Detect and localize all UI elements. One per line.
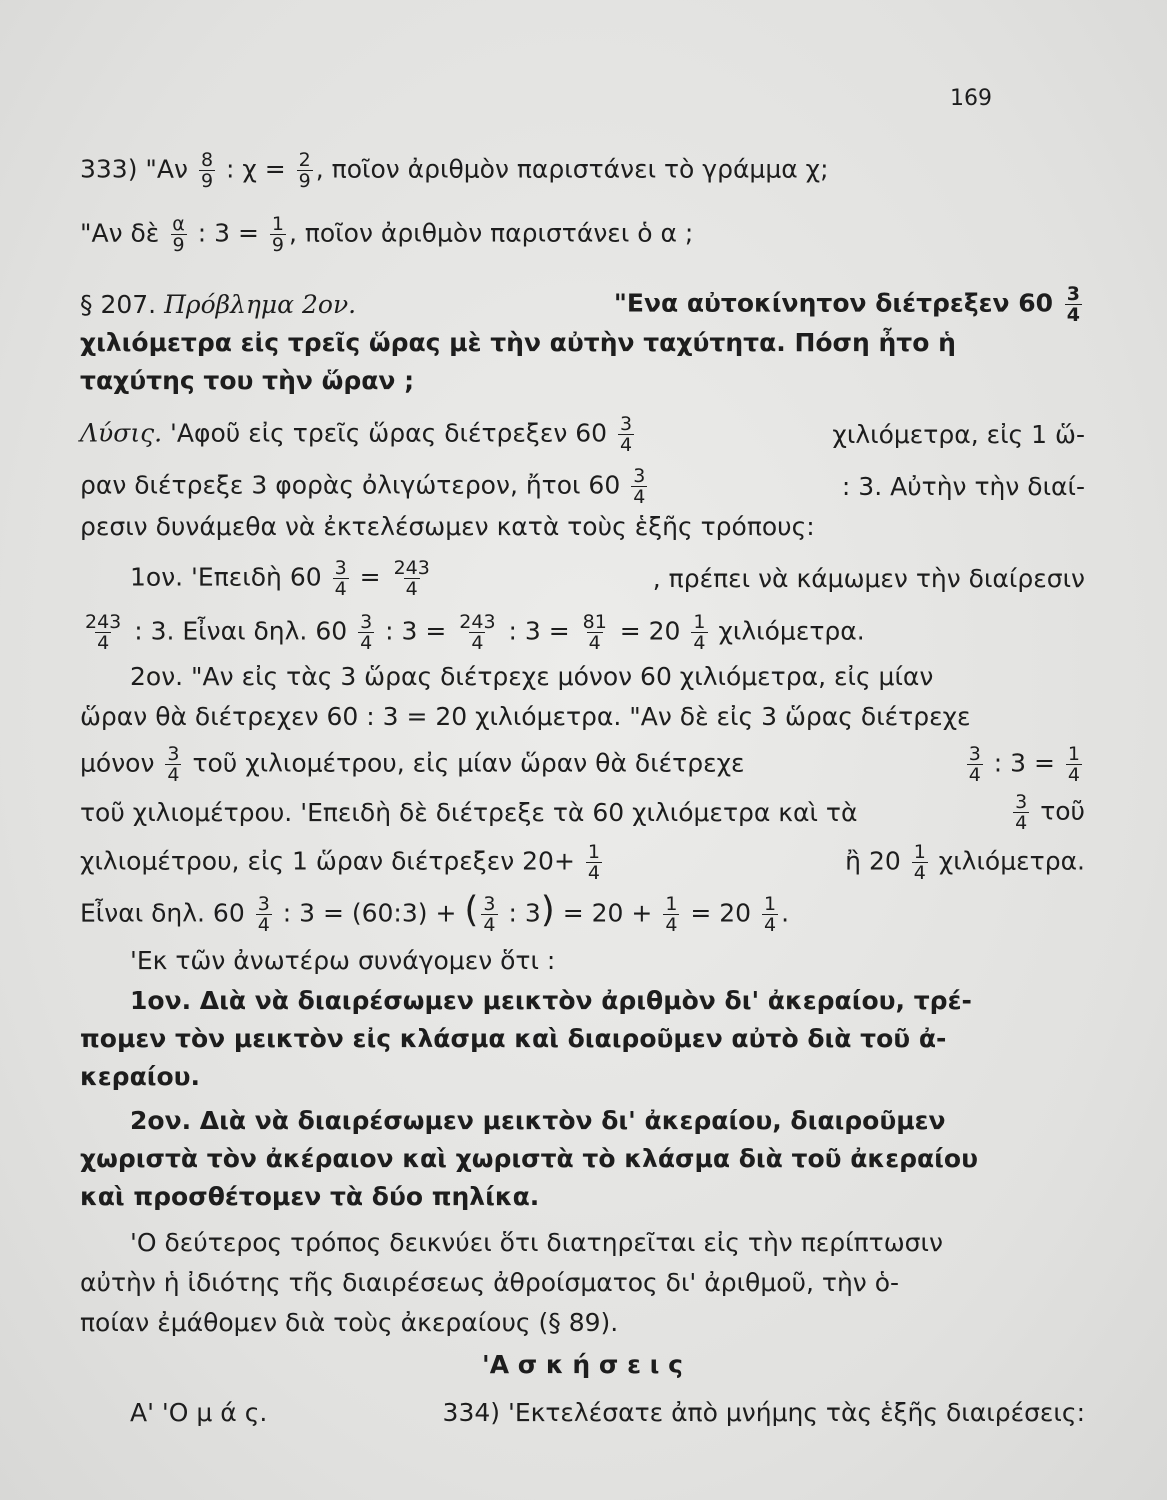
fraction-alpha-9: $\frac{\alpha}{9}$	[172, 213, 185, 256]
fraction-2-9: $\frac{2}{9}$	[298, 149, 311, 192]
section-207-heading: § 207. Πρόβλημα 2ον. "Ενα αὐτοκίνητον διέτρεξεν 60 $\frac{3}{4}$	[80, 283, 1080, 326]
way-2-line-4: τοῦ χιλιομέτρου. 'Επειδὴ δὲ διέτρεξε τὰ 60 χιλιόμετρα καὶ τὰ $\frac{3}{4}$ τοῦ	[80, 791, 1085, 834]
way-2-line-3: μόνον $\frac{3}{4}$ τοῦ χιλιομέτρου, εἰς μίαν ὥραν θὰ διέτρεχε $\frac{3}{4}$ : 3 = $\frac{1}{4}$	[80, 743, 1080, 786]
way-2-line-2: ὥραν θὰ διέτρεχεν 60 : 3 = 20 χιλιόμετρα. "Αν δὲ εἰς 3 ὥρας διέτρεχε	[80, 702, 971, 731]
problem-text-line-2: χιλιόμετρα εἰς τρεῖς ὥρας μὲ τὴν αὐτὴν ταχύτητα. Πόση ἦτο ἡ	[80, 328, 956, 357]
way-1-computation: $\frac{243}{4}$ : 3. Εἶναι δηλ. 60 $\frac{3}{4}$ : 3 = $\frac{243}{4}$ : 3 = $\frac{81}{4}$ = 20 $\frac{1}{4}$ χιλιόμετρα.	[85, 611, 865, 654]
fraction-8-9: $\frac{8}{9}$	[200, 149, 214, 192]
note-line-1: 'Ο δεύτερος τρόπος δεικνύει ὅτι διατηρεῖται εἰς τὴν περίπτωσιν	[130, 1228, 943, 1257]
page-number: 169	[950, 86, 992, 111]
way-2-line-1: 2ον. "Αν εἰς τὰς 3 ὥρας διέτρεχε μόνον 60 χιλιόμετρα, εἰς μίαν	[130, 662, 934, 691]
rule-1-line-2: πομεν τὸν μεικτὸν εἰς κλάσμα καὶ διαιροῦμεν αὐτὸ διὰ τοῦ ἀ-	[80, 1024, 947, 1053]
way-2-summary: Εἶναι δηλ. 60 $\frac{3}{4}$ : 3 = (60:3) + ( $\frac{3}{4}$ : 3) = 20 + $\frac{1}{4}$ = 20 $\frac{1}{4}$ .	[80, 889, 790, 936]
solution-line-3: ρεσιν δυνάμεθα νὰ ἐκτελέσωμεν κατὰ τοὺς ἑξῆς τρόπους:	[80, 512, 815, 541]
way-1-line: 1ον. 'Επειδὴ 60 $\frac{3}{4}$ = $\frac{243}{4}$ , πρέπει νὰ κάμωμεν τὴν διαίρεσιν	[130, 557, 1085, 600]
rule-1-line-3: κεραίου.	[80, 1062, 201, 1091]
exercise-334-line: Α' 'Ο μ ά ς. 334) 'Εκτελέσατε ἀπὸ μνήμης τὰς ἑξῆς διαιρέσεις:	[130, 1398, 1085, 1427]
fraction-1-9: $\frac{1}{9}$	[271, 213, 284, 256]
rule-2-line-2: χωριστὰ τὸν ἀκέραιον καὶ χωριστὰ τὸ κλάσμα διὰ τοῦ ἀκεραίου	[80, 1144, 978, 1173]
way-2-line-5: χιλιομέτρου, εἰς 1 ὥραν διέτρεξεν 20+ $\frac{1}{4}$ ἢ 20 $\frac{1}{4}$ χιλιόμετρα.	[80, 841, 1085, 884]
exercise-333-line-2: "Αν δὲ $\frac{\alpha}{9}$ : 3 = $\frac{1}{9}$ , ποῖον ἀριθμὸν παριστάνει ὁ α ;	[80, 213, 694, 256]
note-line-2: αὐτὴν ἡ ἰδιότης τῆς διαιρέσεως ἀθροίσματος δι' ἀριθμοῦ, τὴν ὁ-	[80, 1268, 900, 1297]
note-line-3: ποίαν ἐμάθομεν διὰ τοὺς ἀκεραίους (§ 89).	[80, 1308, 619, 1337]
conclusion-intro: 'Εκ τῶν ἀνωτέρω συνάγομεν ὅτι :	[130, 946, 556, 975]
solution-line-2: ραν διέτρεξε 3 φορὰς ὀλιγώτερον, ἤτοι 60 $\frac{3}{4}$ : 3. Αὐτὴν τὴν διαί-	[80, 465, 1085, 508]
rule-1-line-1: 1ον. Διὰ νὰ διαιρέσωμεν μεικτὸν ἀριθμὸν δι' ἀκεραίου, τρέ-	[130, 986, 972, 1015]
rule-2-line-1: 2ον. Διὰ νὰ διαιρέσωμεν μεικτὸν δι' ἀκεραίου, διαιροῦμεν	[130, 1106, 946, 1135]
exercise-333-line-1: 333) "Αν $\frac{8}{9}$ : χ = $\frac{2}{9}$ , ποῖον ἀριθμὸν παριστάνει τὸ γράμμα χ;	[80, 149, 829, 192]
rule-2-line-3: καὶ προσθέτομεν τὰ δύο πηλίκα.	[80, 1182, 540, 1211]
solution-line-1: Λύσις. 'Αφοῦ εἰς τρεῖς ὥρας διέτρεξεν 60 $\frac{3}{4}$ χιλιόμετρα, εἰς 1 ὥ-	[80, 413, 1085, 456]
exercises-heading: 'Α σ κ ή σ ε ι ς	[482, 1350, 683, 1379]
problem-text-line-3: ταχύτης του τὴν ὥραν ;	[80, 366, 415, 395]
